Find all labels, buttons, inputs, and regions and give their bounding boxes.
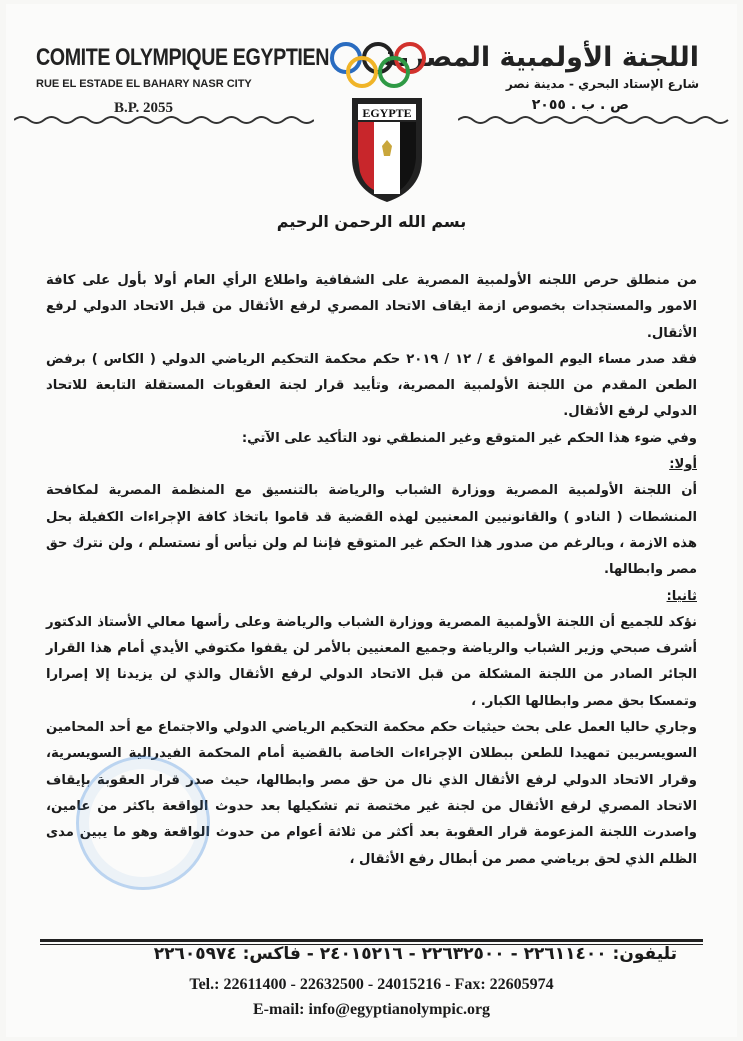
arabic-title: اللجنة الأولمبية المصرية (382, 42, 699, 73)
arabic-address: شارع الإستاد البحري - مدينة نصر (505, 77, 699, 91)
french-title: COMITE OLYMPIQUE EGYPTIEN (36, 44, 330, 71)
french-address: RUE EL ESTADE EL BAHARY NASR CITY (36, 78, 252, 90)
footer-arabic-phone: تليفون: ٢٢٦١١٤٠٠ - ٢٢٦٣٢٥٠٠ - ٢٤٠١٥٢١٦ - فاكس: ٢٢٦٠٥٩٧٤ (153, 944, 677, 964)
basmala: بسم الله الرحمن الرحيم (276, 212, 467, 231)
footer-email: E-mail: info@egyptianolympic.org (252, 1001, 491, 1018)
header-french (36, 44, 330, 117)
french-po-box: B.P. 2055 (114, 100, 174, 116)
third-paragraph: وجاري حاليا العمل على بحث حيثيات حكم محكمة التحكيم الرياضي الدولي والاجتماع مع أحد المحامين السويسريين تمهيدا للطعن ببطلان الإجراءات الخاصة بالقضية أمام المحكمة الفيدرالية السويسرية، وقرار الاتحاد الدولي لرفع الأثقال الذي نال من حق مصر وابطالها، حيث صدر قرار العقوبة بإيقاف الاتحاد المصري لرفع الأثقال من لجنة غير مختصة تم تشكيلها بعد حدوث الواقعة باكثر من عامين، واصدرت اللجنة المزعومة قرار العقوبة بعد أكثر من ثلاثة أعوام من حدوث الواقعة وهو ما يبين مدى الظلم الذي لحق برياضي مصر من أبطال رفع الأثقال ، (46, 720, 697, 867)
footer-phone: Tel.: 22611400 - 22632500 - 24015216 - Fax: 22605974 (189, 976, 554, 993)
second-heading: ثانيا: (666, 588, 697, 604)
shield-icon (352, 98, 422, 202)
olympic-emblem (324, 40, 450, 205)
official-stamp (76, 756, 210, 890)
emblem-label: EGYPTE (362, 106, 412, 120)
second-paragraph: نؤكد للجميع أن اللجنة الأولمبية المصرية ووزارة الشباب والرياضة وعلى رأسها معالي الأستاذ الدكتور أشرف صبحي وزير الشباب والرياضة وجميع المعنيين بالأمر لن يقفوا مكتوفي الأيدي أمام هذا القرار الجائر الصادر من اللجنة المشكلة من قبل الاتحاد الدولي لرفع الأثقال والذي لن يزيدنا إلا إصرارا وتمسكا بحق مصر وابطالها الكبار. ، (46, 614, 697, 709)
left-wave-divider (14, 114, 314, 126)
verdict-paragraph: فقد صدر مساء اليوم الموافق ٤ / ١٢ / ٢٠١٩ حكم محكمة التحكيم الرياضي الدولي ( الكاس ) برفض الطعن المقدم من اللجنة الأولمبية المصرية، وتأييد قرار لجنة العقوبات المستقلة التابعة للاتحاد الدولي لرفع الأثقال. (46, 351, 698, 420)
first-paragraph: أن اللجنة الأولمبية المصرية ووزارة الشباب والرياضة بالتنسيق مع المنظمة المصرية لمكافحة المنشطات ( النادو ) والقانونيين المعنيين لهذه القضية قد قاموا باتخاذ كافة الإجراءات الكفيلة بحل هذه الازمة ، وبالرغم من صدور هذا الحكم غير المتوقع فإننا لم ولن نيأس أو نستسلم ، ولن نترك حق مصر وابطالها. (46, 483, 697, 578)
olympic-rings-icon (332, 44, 424, 86)
intro-paragraph: من منطلق حرص اللجنه الأولمبية المصرية على الشفافية واطلاع الرأي العام أولا بأول على كافة الامور والمستجدات بخصوص ازمة ايقاف الاتحاد المصري لرفع الأثقال من قبل الاتحاد الدولي لرفع الأثقال. (46, 273, 697, 341)
header-arabic (382, 42, 699, 113)
footer-divider (40, 939, 703, 942)
first-heading: أولا: (669, 457, 697, 473)
statement-paragraph: وفي ضوء هذا الحكم غير المتوقع وغير المنطقي نود التأكيد على الآتي: (241, 430, 697, 446)
right-wave-divider (458, 114, 730, 126)
arabic-po-box: ص . ب . ٢٠٥٥ (531, 97, 629, 113)
letter-page (6, 4, 737, 1037)
